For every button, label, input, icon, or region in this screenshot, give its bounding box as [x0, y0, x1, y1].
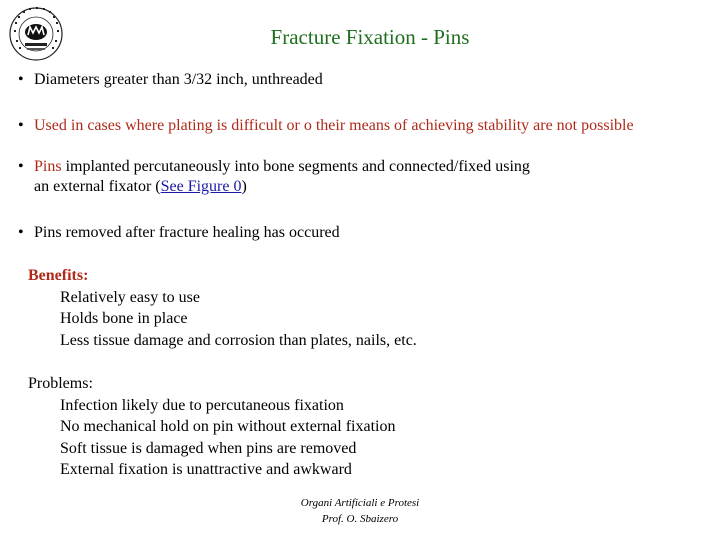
problems-section	[28, 373, 395, 481]
pins-highlight: Pins	[34, 158, 62, 175]
bullet-marker: •	[18, 117, 24, 134]
problem-item: No mechanical hold on pin without external fixation	[60, 418, 396, 436]
problem-item: Infection likely due to percutaneous fixation	[60, 396, 344, 414]
bullet-marker: •	[18, 224, 24, 241]
bullet-usage	[18, 116, 634, 136]
benefits-section	[28, 265, 417, 351]
page-title: Fracture Fixation - Pins	[270, 25, 470, 49]
benefit-item: Holds bone in place	[60, 310, 188, 328]
problem-item: External fixation is unattractive and awkward	[60, 461, 352, 479]
benefit-item: Less tissue damage and corrosion than plates, nails, etc.	[60, 331, 417, 349]
bullet-implant	[18, 157, 530, 197]
footer-course: Organi Artificiali e Protesi	[300, 497, 420, 509]
see-figure-link[interactable]: See Figure 0	[160, 178, 242, 195]
benefit-item: Relatively easy to use	[60, 288, 200, 306]
university-seal-icon	[8, 4, 64, 64]
bullet-text: Pins removed after fracture healing has occured	[34, 224, 340, 241]
bullet-text: Diameters greater than 3/32 inch, unthreaded	[34, 71, 323, 88]
bullet-text-continued: an external fixator (	[34, 178, 161, 195]
bullet-marker: •	[18, 158, 24, 175]
bullet-marker: •	[18, 71, 24, 88]
bullet-text-close: )	[241, 178, 247, 195]
bullet-text: implanted percutaneously into bone segments and connected/fixed using	[61, 158, 530, 175]
bullet-diameters	[18, 70, 323, 90]
footer-professor: Prof. O. Sbaizero	[321, 513, 399, 525]
problem-item: Soft tissue is damaged when pins are removed	[60, 439, 357, 457]
problems-heading: Problems:	[28, 375, 93, 392]
footer-credit	[240, 495, 480, 527]
benefits-heading: Benefits:	[28, 267, 89, 284]
bullet-text: Used in cases where plating is difficult or o their means of achieving stability are not possible	[34, 117, 634, 134]
bullet-removal	[18, 223, 340, 243]
